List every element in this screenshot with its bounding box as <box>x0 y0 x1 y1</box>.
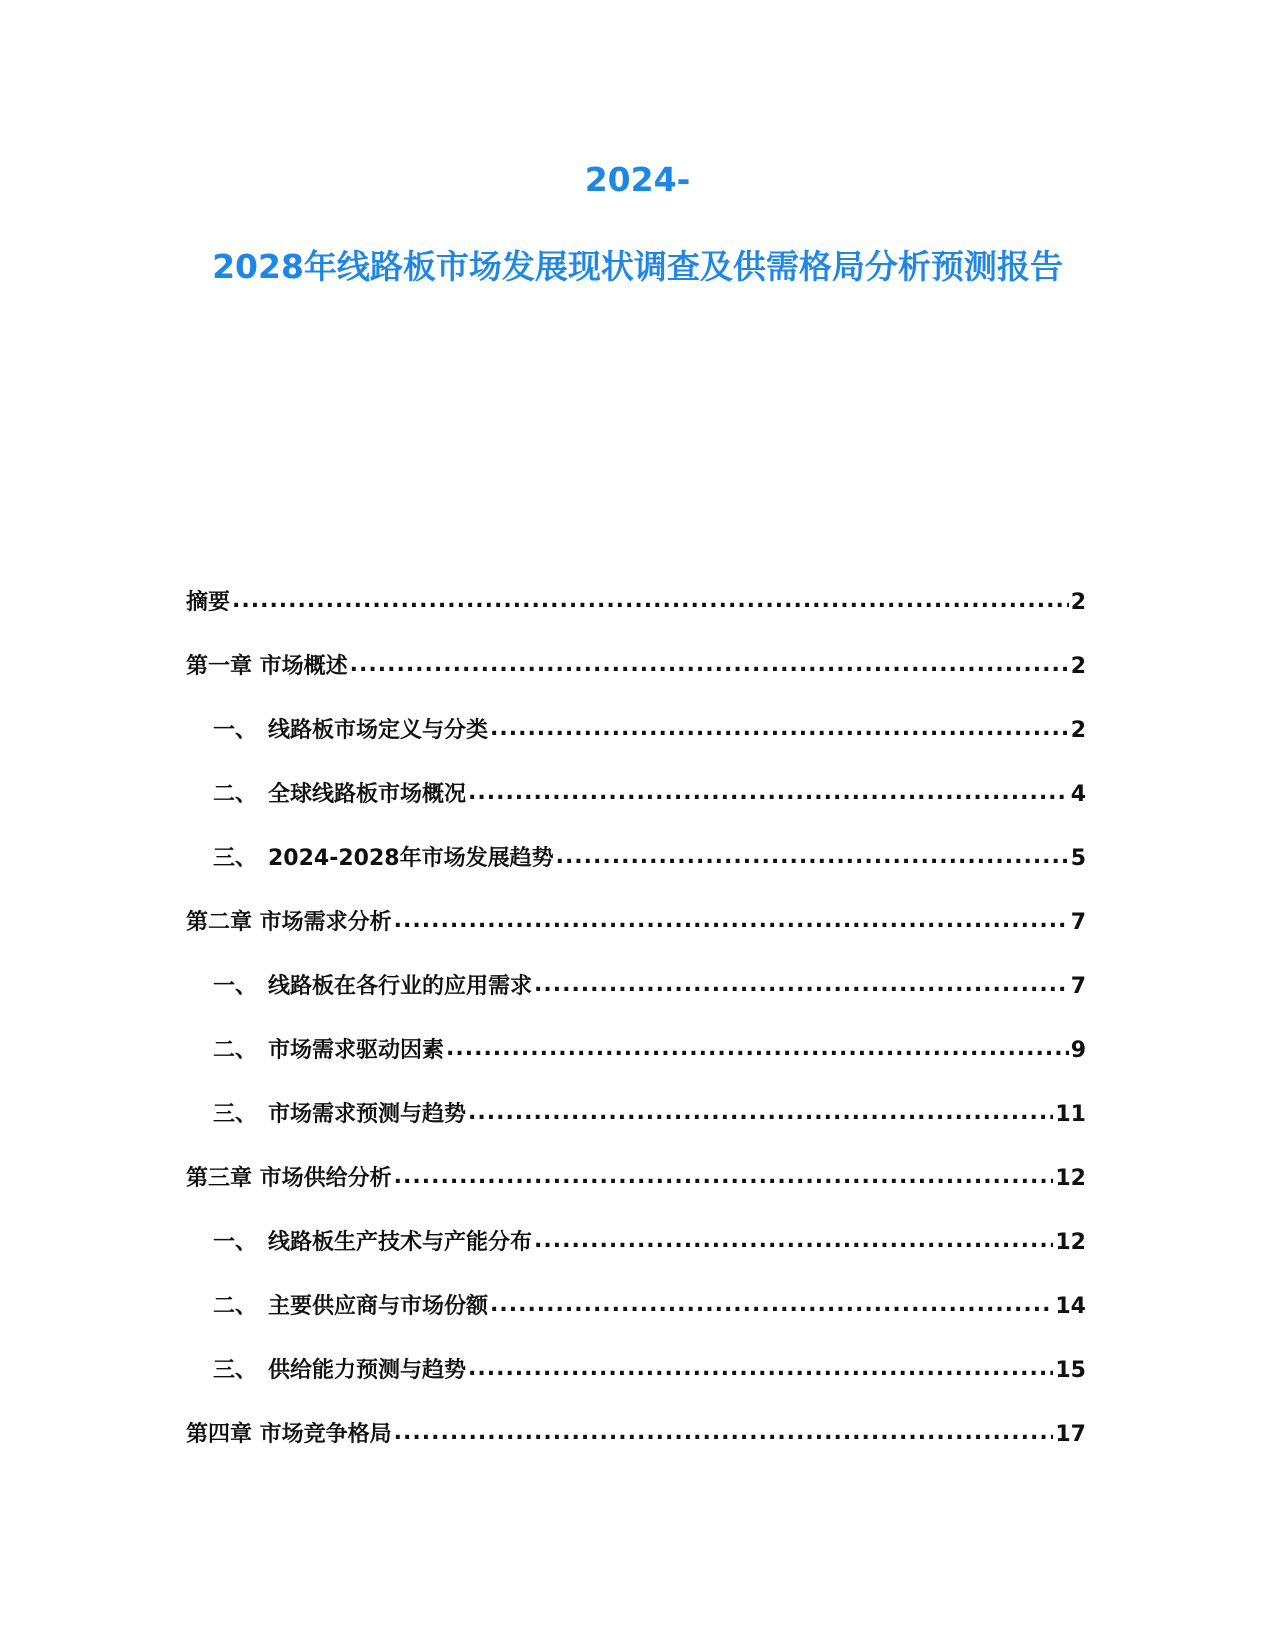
toc-page-number: 2 <box>1070 654 1086 679</box>
toc-entry-text: 线路板生产技术与产能分布 <box>268 1230 533 1255</box>
toc-entry-3-1[interactable] <box>186 1225 1086 1289</box>
toc-page-number: 9 <box>1070 1038 1086 1063</box>
toc-entry-text: 第三章 市场供给分析 <box>186 1166 392 1191</box>
toc-entry-number: 二、 <box>213 1294 258 1319</box>
toc-entry-text: 摘要 <box>186 590 231 615</box>
toc-entry-chapter-2[interactable] <box>186 905 1086 969</box>
toc-entry-number: 一、 <box>213 1230 258 1255</box>
toc-dot-leader <box>394 1419 1054 1441</box>
toc-entry-text: 主要供应商与市场份额 <box>268 1294 489 1319</box>
toc-dot-leader <box>446 1035 1069 1057</box>
toc-page-number: 4 <box>1070 782 1086 807</box>
toc-entry-chapter-1[interactable] <box>186 649 1086 713</box>
toc-page-number: 7 <box>1070 910 1086 935</box>
toc-page-number: 2 <box>1070 590 1086 615</box>
toc-page-number: 17 <box>1055 1422 1086 1447</box>
toc-entry-2-3[interactable] <box>186 1097 1086 1161</box>
toc-entry-text: 市场需求驱动因素 <box>268 1038 445 1063</box>
document-title-line1: 2024- <box>584 160 691 199</box>
toc-entry-1-1[interactable] <box>186 713 1086 777</box>
document-title-line2: 2028年线路板市场发展现状调查及供需格局分析预测报告 <box>212 247 1063 286</box>
toc-entry-2-1[interactable] <box>186 969 1086 1033</box>
toc-entry-text: 全球线路板市场概况 <box>268 782 467 807</box>
toc-entry-number: 一、 <box>213 718 258 743</box>
toc-dot-leader <box>490 715 1069 737</box>
toc-entry-text: 供给能力预测与趋势 <box>268 1358 467 1383</box>
toc-page-number: 2 <box>1070 718 1086 743</box>
toc-page-number: 14 <box>1055 1294 1086 1319</box>
toc-dot-leader <box>468 1355 1053 1377</box>
toc-page-number: 11 <box>1055 1102 1086 1127</box>
toc-page-number: 7 <box>1070 974 1086 999</box>
toc-entry-chapter-4[interactable] <box>186 1417 1086 1481</box>
toc-entry-3-3[interactable] <box>186 1353 1086 1417</box>
toc-dot-leader <box>534 1227 1053 1249</box>
toc-entry-number: 三、 <box>213 1358 258 1383</box>
toc-page-number: 5 <box>1070 846 1086 871</box>
toc-entry-number: 三、 <box>213 1102 258 1127</box>
toc-entry-number: 二、 <box>213 782 258 807</box>
toc-dot-leader <box>534 971 1069 993</box>
toc-dot-leader <box>350 651 1069 673</box>
toc-entry-text: 第四章 市场竞争格局 <box>186 1422 392 1447</box>
toc-page-number: 15 <box>1055 1358 1086 1383</box>
toc-entry-text: 线路板在各行业的应用需求 <box>268 974 533 999</box>
toc-entry-number: 三、 <box>213 846 258 871</box>
toc-page-number: 12 <box>1055 1166 1086 1191</box>
toc-entry-1-2[interactable] <box>186 777 1086 841</box>
toc-entry-text: 第一章 市场概述 <box>186 654 348 679</box>
toc-entry-text: 2024-2028年市场发展趋势 <box>268 846 554 871</box>
toc-entry-1-3[interactable] <box>186 841 1086 905</box>
toc-entry-number: 二、 <box>213 1038 258 1063</box>
toc-dot-leader <box>468 779 1069 801</box>
toc-dot-leader <box>556 843 1069 865</box>
toc-entry-chapter-3[interactable] <box>186 1161 1086 1225</box>
table-of-contents <box>186 585 1086 1481</box>
toc-entry-text: 线路板市场定义与分类 <box>268 718 489 743</box>
toc-dot-leader <box>232 587 1069 609</box>
toc-entry-text: 第二章 市场需求分析 <box>186 910 392 935</box>
toc-dot-leader <box>468 1099 1053 1121</box>
toc-entry-2-2[interactable] <box>186 1033 1086 1097</box>
toc-dot-leader <box>394 1163 1054 1185</box>
toc-entry-text: 市场需求预测与趋势 <box>268 1102 467 1127</box>
toc-entry-number: 一、 <box>213 974 258 999</box>
toc-dot-leader <box>394 907 1069 929</box>
toc-dot-leader <box>490 1291 1053 1313</box>
toc-entry-3-2[interactable] <box>186 1289 1086 1353</box>
toc-entry-abstract[interactable] <box>186 585 1086 649</box>
toc-page-number: 12 <box>1055 1230 1086 1255</box>
